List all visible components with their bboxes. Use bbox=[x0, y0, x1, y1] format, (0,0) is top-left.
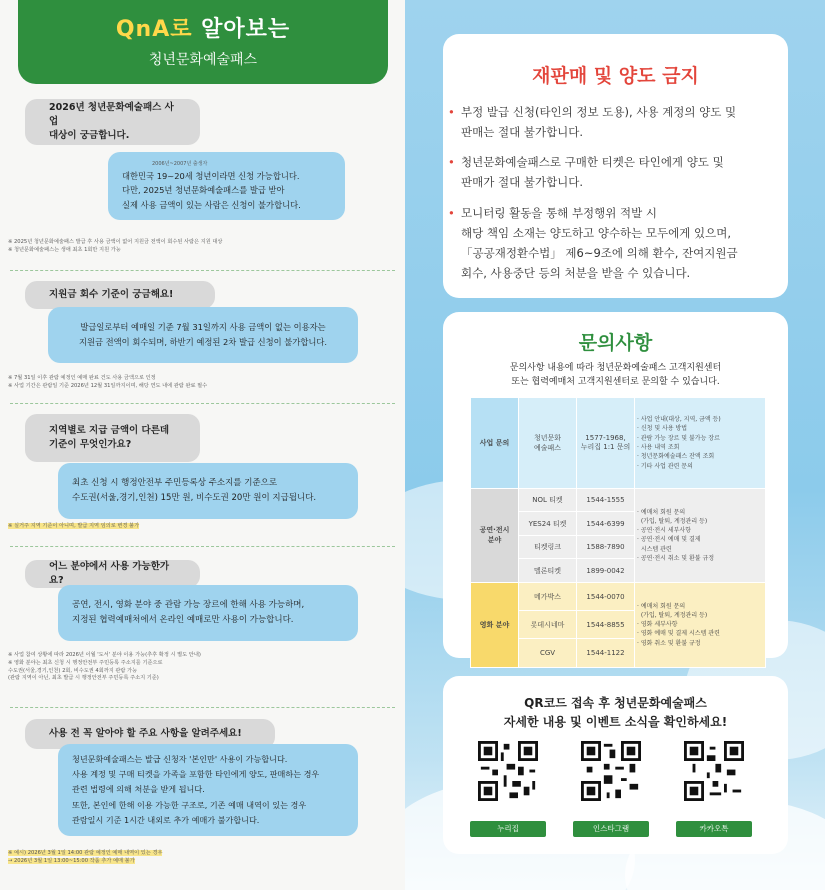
resale-item: • 모니터링 활동을 통해 부정행위 적발 시 해당 책임 소재는 양도하고 양수하는 모두에게 있으며, 「공공재정환수법」 제6~9조에 의해 환수, 잔여지원금 회수, 사용중단 등의 처분을 받을 수 있습니다. bbox=[443, 203, 778, 284]
q2-notes: ※ 7월 31일 이후 관람 예정인 예매 완료 건도 사용 금액으로 인정 ※ 사업 기간은 관람일 기준 2026년 12월 31일까지이며, 해당 연도 내에 관람 완료 필수 bbox=[8, 375, 208, 389]
q1-notes: ※ 2025년 청년문화예술패스 발급 후 사용 금액이 없어 지원금 전액이 회수된 사람은 지원 대상 ※ 청년문화예술패스는 생애 최초 1회만 지원 가능 bbox=[8, 239, 223, 253]
divider bbox=[10, 707, 395, 708]
q5-notes: ※ 예시) 2026년 3월 1일 14:00 관람 예정인 예매 내역이 있는 경우 → 2026년 3월 1일 13:00~15:00 작품 추가 예매 불가 bbox=[8, 850, 163, 864]
vendor-phone: 1544-1122 bbox=[577, 639, 635, 667]
q5-answer: 청년문화예술패스는 발급 신청자 '본인만' 사용이 가능합니다. 사용 계정 및 구매 티켓을 가족을 포함한 타인에게 양도, 판매하는 경우 관련 법령에 의해 처분을 받게 됩니다. 또한, 본인에 한해 이용 가능한 구조로, 기존 예매 내역이 있는 경우 관람일시 기준 1시간 내외로 추가 예매가 불가합니다. bbox=[58, 744, 358, 836]
vendor-phone: 1588-7890 bbox=[577, 535, 635, 558]
vendor-phone: 1544-8855 bbox=[577, 611, 635, 639]
vendor-name: 롯데시네마 bbox=[519, 611, 577, 639]
qr-code-icon[interactable] bbox=[684, 741, 744, 801]
qr-label-website[interactable]: 누리집 bbox=[470, 821, 546, 837]
vendor-phone: 1544-1555 bbox=[577, 489, 635, 512]
q2-bubble: 지원금 회수 기준이 궁금해요! bbox=[25, 281, 215, 309]
q5-bubble: 사용 전 꼭 알아야 할 주요 사항을 알려주세요! bbox=[25, 719, 275, 749]
q4-answer: 공연, 전시, 영화 분야 중 관람 가능 장르에 한해 사용 가능하며, 지정된 협력예매처에서 온라인 예매로만 사용이 가능합니다. bbox=[58, 585, 358, 641]
biz-name: 청년문화 예술패스 bbox=[519, 398, 577, 489]
inquiry-table bbox=[470, 397, 766, 668]
cat-biz: 사업 문의 bbox=[471, 398, 519, 489]
movie-desc: · 예매처 회원 문의 (가입, 탈퇴, 계정관리 등) · 영화 세부사항 · 영화 예매 및 결제 시스템 관련 · 영화 취소 및 환불 규정 bbox=[635, 582, 766, 667]
qr-line1: QR코드 접속 후 청년문화예술패스 bbox=[524, 696, 707, 710]
qr-line2: 자세한 내용 및 이벤트 소식을 확인하세요! bbox=[503, 715, 728, 730]
header-subtitle: 청년문화예술패스 bbox=[148, 52, 258, 68]
resale-card bbox=[443, 34, 788, 298]
q4-notes: ※ 사업 참여 상황에 따라 2026년 이월 '도서' 분야 이용 가능(추후 확정 시 별도 안내) ※ 영화 분야는 최초 신청 시 행정안전부 주민등록 주소지를 기준으로 수도권(서울,경기,인천) 2회, 비수도권 4회까지 관람 가능 (관람 지역이 아닌, 최초 발급 시 행정안전부 주민등록 주소지 기준) bbox=[8, 652, 201, 682]
left-panel bbox=[0, 0, 405, 890]
inquiry-title: 문의사항 bbox=[578, 332, 653, 354]
vendor-name: YES24 티켓 bbox=[519, 512, 577, 535]
vendor-name: 티켓링크 bbox=[519, 535, 577, 558]
divider bbox=[10, 403, 395, 404]
resale-title: 재판매 및 양도 금지 bbox=[532, 65, 699, 87]
qr-code-icon[interactable] bbox=[478, 741, 538, 801]
q4-bubble: 어느 분야에서 사용 가능한가요? bbox=[25, 560, 200, 588]
cat-movie: 영화 분야 bbox=[471, 582, 519, 667]
perf-desc: · 예매처 회원 문의 (가입, 탈퇴, 계정관리 등) · 공연·전시 세부사항 · 공연·전시 예매 및 결제 시스템 관련 · 공연·전시 취소 및 환불 규정 bbox=[635, 489, 766, 583]
qr-label-instagram[interactable]: 인스타그램 bbox=[573, 821, 649, 837]
vendor-phone: 1899-0042 bbox=[577, 559, 635, 583]
resale-item: • 부정 발급 신청(타인의 정보 도용), 사용 계정의 양도 및 판매는 절대 불가합니다. bbox=[443, 102, 778, 142]
header-banner bbox=[18, 0, 388, 84]
q2-answer: 발급일로부터 예매일 기준 7월 31일까지 사용 금액이 없는 이용자는 지원금 전액이 회수되며, 하반기 예정된 2차 발급 신청이 불가합니다. bbox=[48, 307, 358, 363]
header-title: QnA로 알아보는 bbox=[115, 17, 291, 42]
qr-code-icon[interactable] bbox=[581, 741, 641, 801]
divider bbox=[10, 270, 395, 271]
cat-perf: 공연·전시 분야 bbox=[471, 489, 519, 583]
divider bbox=[10, 546, 395, 547]
biz-desc: · 사업 안내(대상, 지역, 금액 등) · 신청 및 사용 방법 · 관람 가능 장르 및 불가능 장르 · 사용 내역 조회 · 청년문화예술패스 잔액 조회 · 기타 사업 관련 문의 bbox=[635, 398, 766, 489]
vendor-name: 메가박스 bbox=[519, 582, 577, 610]
resale-item: • 청년문화예술패스로 구매한 티켓은 타인에게 양도 및 판매가 절대 불가합니다. bbox=[443, 152, 778, 192]
vendor-phone: 1544-6399 bbox=[577, 512, 635, 535]
q3-answer: 최초 신청 시 행정안전부 주민등록상 주소지를 기준으로 수도권(서울,경기,인천) 15만 원, 비수도권 20만 원이 지급됩니다. bbox=[58, 463, 358, 519]
q1-bubble: 2026년 청년문화예술패스 사업 대상이 궁금합니다. bbox=[25, 99, 200, 145]
q1-answer: 2006년~2007년 출생자 대한민국 19~20세 청년이라면 신청 가능합니다. 다만, 2025년 청년문화예술패스를 발급 받아 실제 사용 금액이 있는 사람은 신청이 불가합니다. bbox=[108, 152, 345, 220]
vendor-name: 멜론티켓 bbox=[519, 559, 577, 583]
vendor-name: NOL 티켓 bbox=[519, 489, 577, 512]
q3-notes: ※ 실거주 지역 기준이 아니며, 발급 지역 임의로 변경 불가 bbox=[8, 523, 140, 529]
qr-label-kakaotalk[interactable]: 카카오톡 bbox=[676, 821, 752, 837]
biz-phone: 1577-1968, 누리집 1:1 문의 bbox=[577, 398, 635, 489]
q3-bubble: 지역별로 지급 금액이 다른데 기준이 무엇인가요? bbox=[25, 414, 200, 462]
vendor-phone: 1544-0070 bbox=[577, 582, 635, 610]
vendor-name: CGV bbox=[519, 639, 577, 667]
inquiry-intro: 문의사항 내용에 따라 청년문화예술패스 고객지원센터 또는 협력예매처 고객지원센터로 문의할 수 있습니다. bbox=[509, 363, 722, 388]
